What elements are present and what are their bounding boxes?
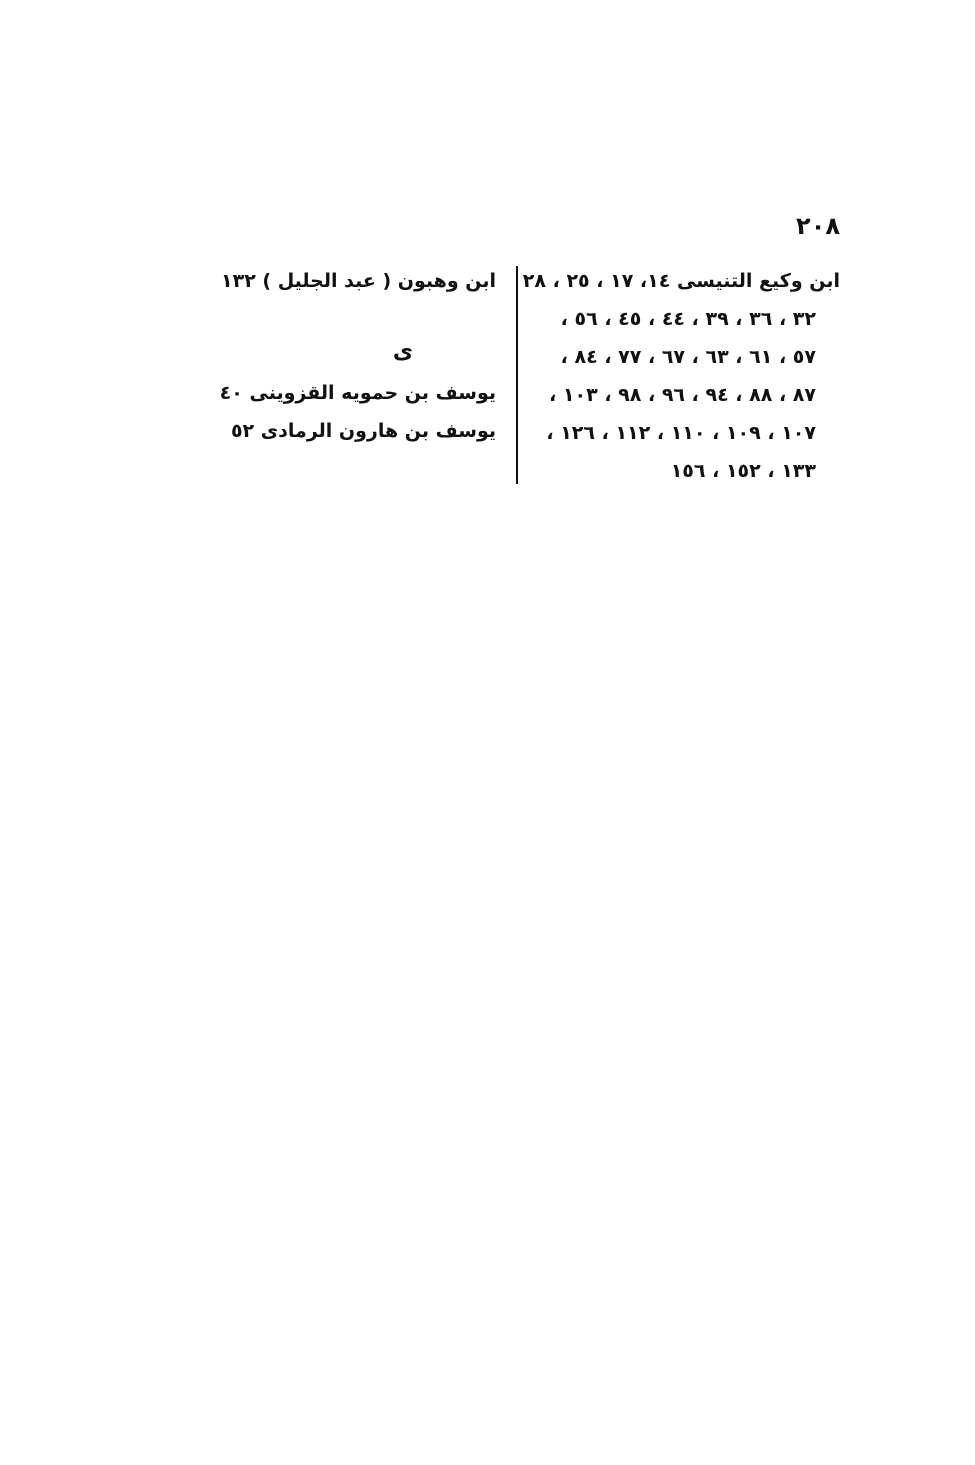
index-entry: يوسف بن حمويه القزوينى ٤٠ bbox=[219, 382, 496, 404]
index-entry-line: ٨٧ ، ٨٨ ، ٩٤ ، ٩٦ ، ٩٨ ، ١٠٣ ، bbox=[549, 384, 816, 406]
index-entry-line: ٣٢ ، ٣٦ ، ٣٩ ، ٤٤ ، ٤٥ ، ٥٦ ، bbox=[560, 308, 816, 330]
index-entry-line: ٥٧ ، ٦١ ، ٦٣ ، ٦٧ ، ٧٧ ، ٨٤ ، bbox=[560, 346, 816, 368]
index-entry-line: ابن وكيع التنيسى ١٤، ١٧ ، ٢٥ ، ٢٨ bbox=[522, 270, 840, 292]
column-divider bbox=[516, 266, 518, 484]
spacer bbox=[250, 300, 496, 330]
index-entry-line: ١٣٣ ، ١٥٢ ، ١٥٦ bbox=[670, 460, 816, 482]
index-right-column bbox=[522, 262, 840, 490]
index-left-column bbox=[219, 262, 496, 450]
index-entry: يوسف بن هارون الرمادى ٥٢ bbox=[230, 420, 496, 442]
index-entry-line: ١٠٧ ، ١٠٩ ، ١١٠ ، ١١٢ ، ١٢٦ ، bbox=[546, 422, 816, 444]
letter-heading: ى bbox=[392, 339, 414, 364]
index-entry: ابن وهبون ( عبد الجليل ) ١٣٢ bbox=[221, 270, 496, 292]
page-number: ٢٠٨ bbox=[796, 212, 840, 240]
